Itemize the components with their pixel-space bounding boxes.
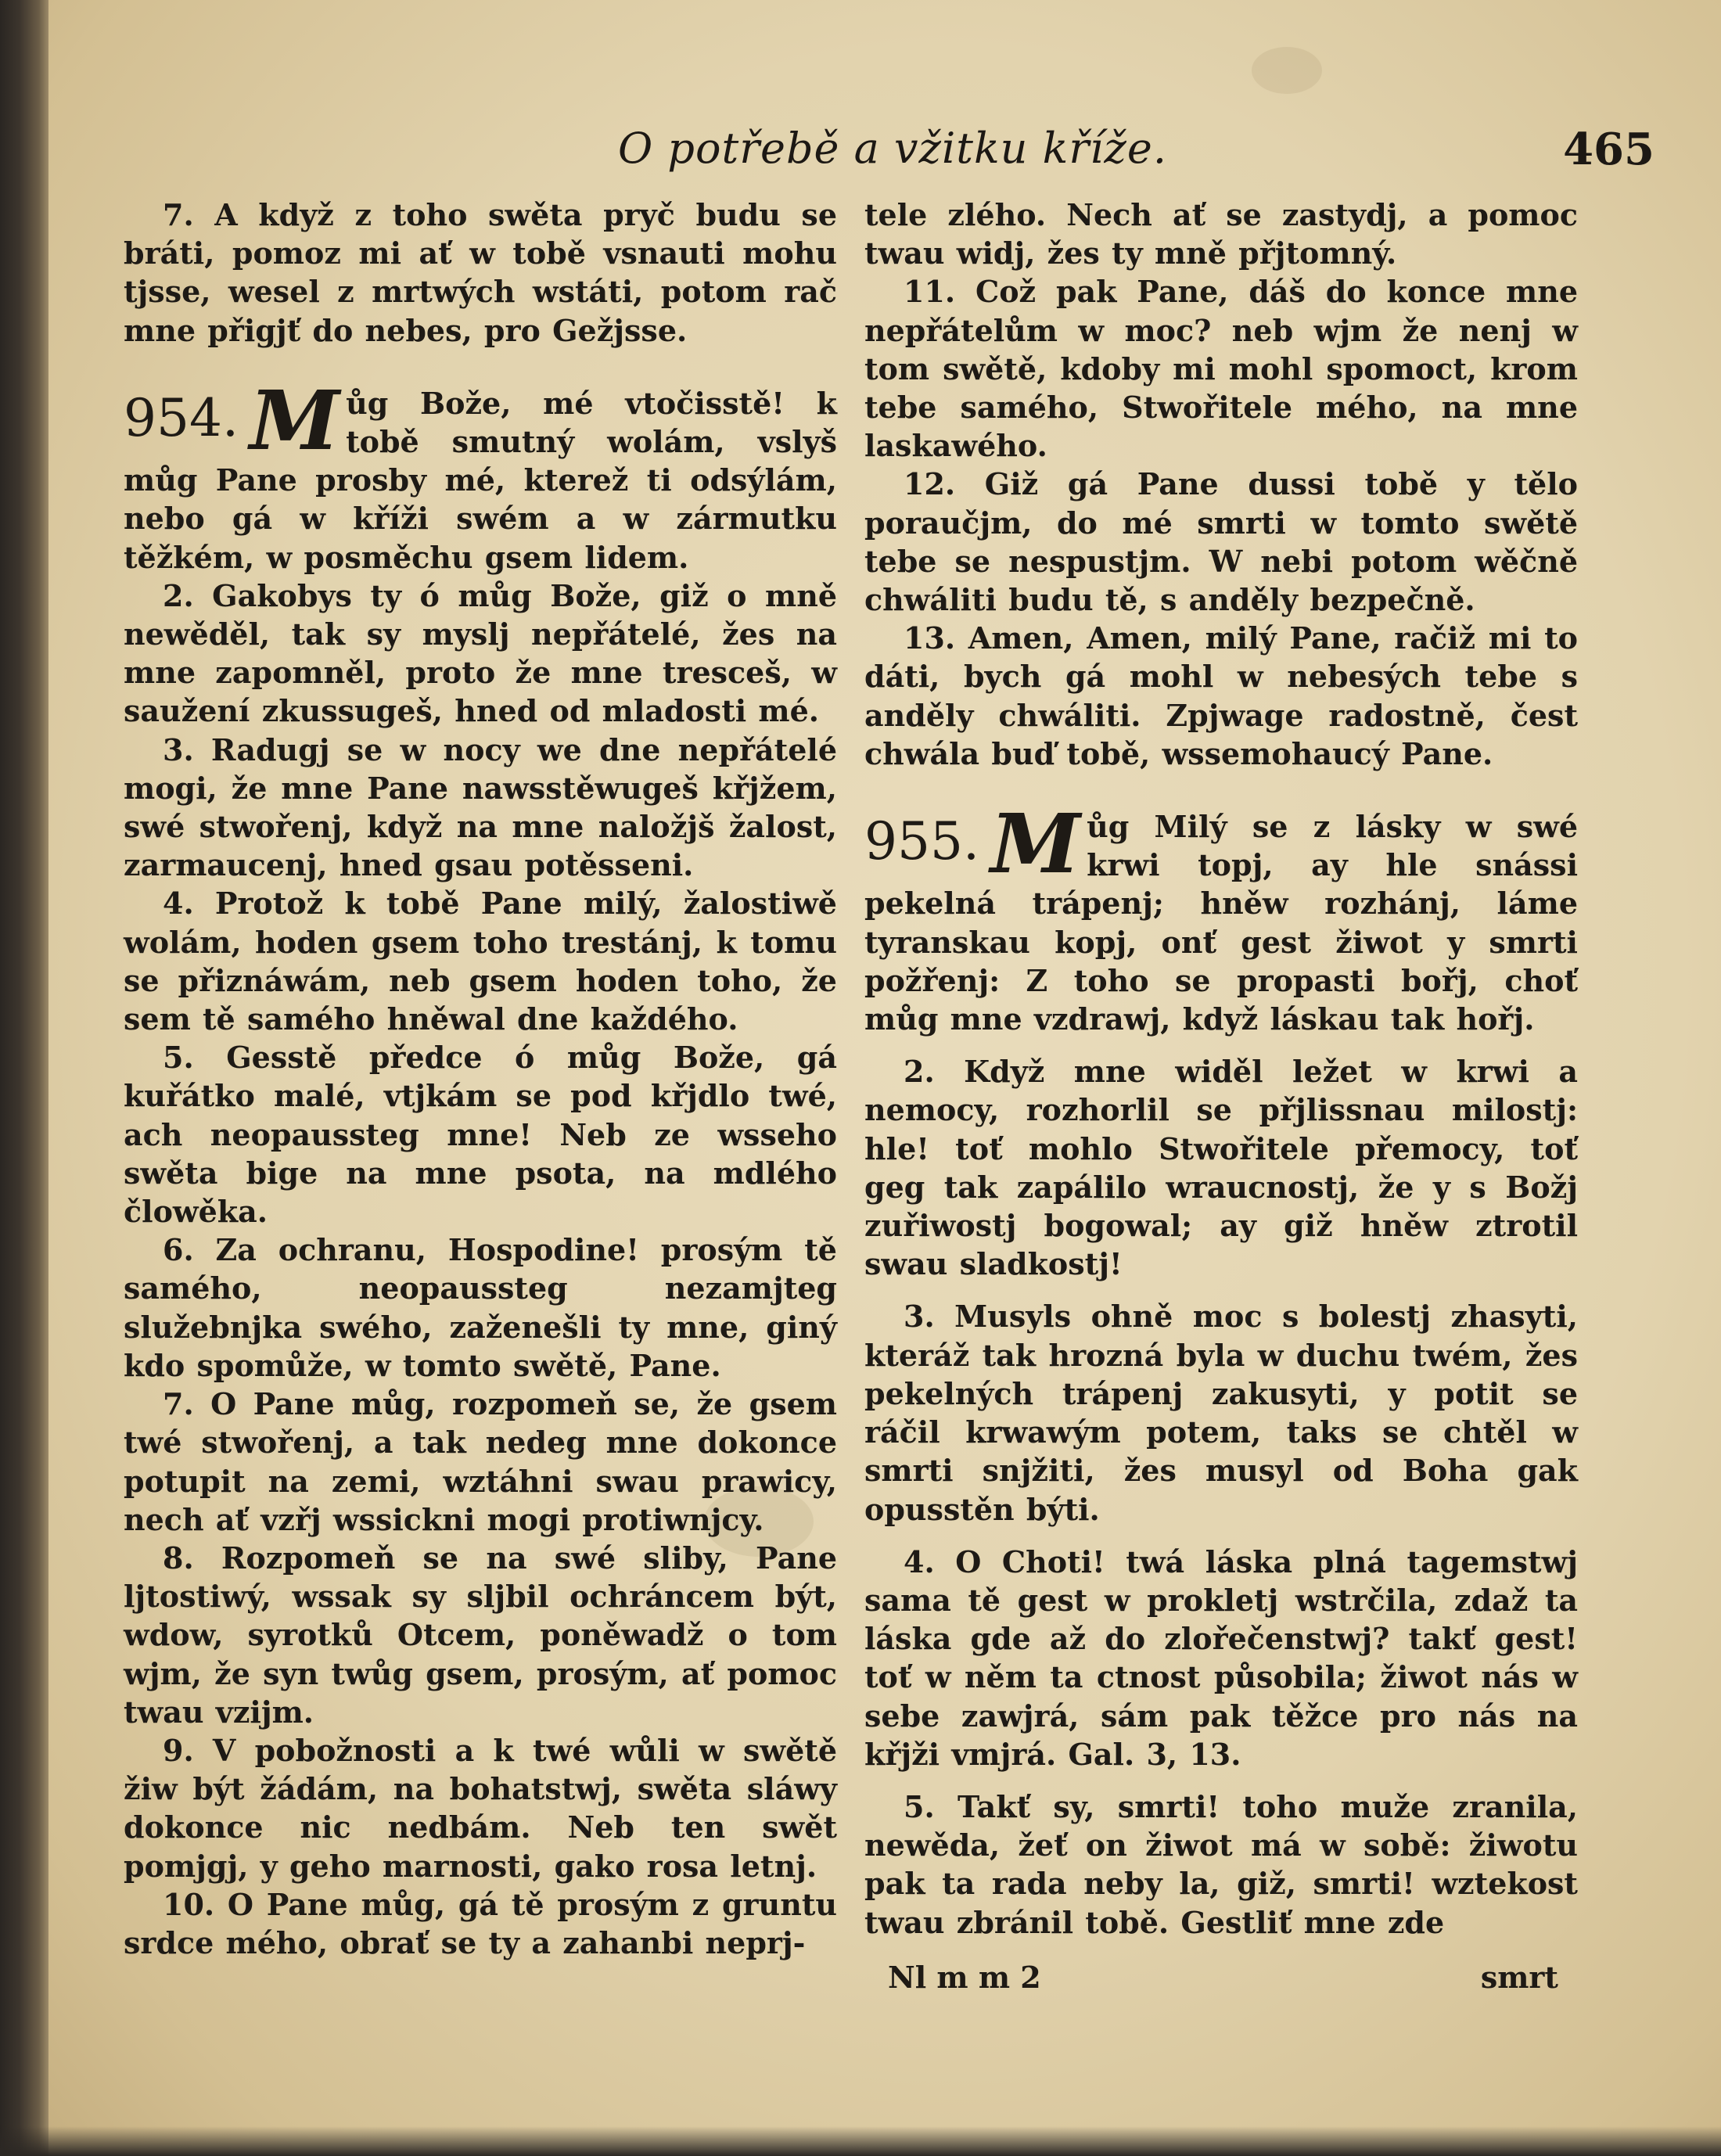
verse-paragraph: 4. O Choti! twá láska plná tagemstwj sama tě gest w prokletj wstrčila, zdaž ta láska gde až do zlořečenstwj? takť gest! toť w něm ta ctnost působila; žiwot nás w sebe zawjrá, sám pak těžce pro nás na křjži vmjrá. Gal. 3, 13.	[864, 1543, 1578, 1772]
hymn-955	[864, 796, 1578, 1038]
page-number: 465	[1563, 124, 1655, 175]
left-column	[124, 196, 837, 1962]
drop-cap: M	[990, 796, 1081, 893]
verse-paragraph: tele zlého. Nech ať se zastydj, a pomoc twau widj, žes ty mně přjtomný.	[864, 197, 1578, 271]
verse-paragraph: 2. Gakobys ty ó můg Bože, giž o mně newěděl, tak sy myslj nepřátelé, žes na mne zapomněl, proto že mne tresceš, w saužení zkussugeš, hned od mladosti mé.	[124, 577, 837, 729]
hymn-number: 955.	[864, 811, 979, 872]
hymn-number: 954.	[124, 387, 239, 448]
verse-paragraph: 7. O Pane můg, rozpomeň se, že gsem twé stwořenj, a tak nedeg mne dokonce potupit na zemi, wztáhni swau prawicy, nech ať vzřj wssickni mogi protiwnjcy.	[124, 1386, 837, 1537]
signature-mark: Nl m m 2	[888, 1960, 1041, 1995]
verse-paragraph: 7. A když z toho swěta pryč budu se bráti, pomoz mi ať w tobě vsnauti mohu tjsse, wesel z mrtwých wstáti, potom rač mne přigjť do nebes, pro Gežjsse.	[124, 197, 837, 348]
book-binding-edge	[0, 0, 49, 2156]
paper-stain	[1252, 47, 1322, 94]
verse-paragraph: ůg Bože, mé vtočisstě! k tobě smutný wolám, vslyš můg Pane prosby mé, kterež ti odsýlám, nebo gá w kříži swém a w zármutku těžkém, w posměchu gsem lidem.	[124, 385, 837, 575]
verse-paragraph: 5. Takť sy, smrti! toho muže zranila, newěda, žeť on žiwot má w sobě: žiwotu pak ta rada neby la, giž, smrti! wztekost twau zbránil tobě. Gestliť mne zde	[864, 1788, 1578, 1940]
verse-paragraph: 13. Amen, Amen, milý Pane, račiž mi to dáti, bych gá mohl w nebesých tebe s anděly chwáliti. Zpjwage radostně, čest chwála buď tobě, wssemohaucý Pane.	[864, 620, 1578, 771]
verse-paragraph: 6. Za ochranu, Hospodine! prosým tě samého, neopaussteg nezamjteg služebnjka swého, zaženešli ty mne, giný kdo spomůže, w tomto swětě, Pane.	[124, 1232, 837, 1383]
verse-paragraph: 3. Musyls ohně moc s bolestj zhasyti, kteráž tak hrozná byla w duchu twém, žes pekelných trápenj zakusyti, y potit se ráčil krwawým potem, taks se chtěl w smrti snjžiti, žes musyl od Boha gak opusstěn býti.	[864, 1299, 1578, 1527]
catchword: smrt	[1480, 1960, 1558, 1995]
verse-paragraph: ůg Milý se z lásky w swé krwi topj, ay hle snássi pekelná trápenj; hněw rozhánj, láme tyranskau kopj, onť gest žiwot y smrti požřenj: Z toho se propasti bořj, choť můg mne vzdrawj, když láskau tak hořj.	[864, 809, 1578, 1037]
verse-paragraph: 8. Rozpomeň se na swé sliby, Pane ljtostiwý, wssak sy sljbil ochráncem být, wdow, syrotků Otcem, poněwadž o tom wjm, že syn twůg gsem, prosým, ať pomoc twau vzijm.	[124, 1540, 837, 1730]
verse-paragraph: 12. Giž gá Pane dussi tobě y tělo poraučjm, do mé smrti w tomto swětě tebe se nespustjm. W nebi potom wěčně chwáliti budu tě, s anděly bezpečně.	[864, 466, 1578, 618]
verse-paragraph: 5. Gesstě předce ó můg Bože, gá kuřátko malé, vtjkám se pod křjdlo twé, ach neopaussteg mne! Neb ze wsseho swěta bige na mne psota, na mdlého člowěka.	[124, 1040, 837, 1230]
verse-paragraph: 10. O Pane můg, gá tě prosým z gruntu srdce mého, obrať se ty a zahanbi neprj-	[124, 1886, 837, 1960]
hymn-954	[124, 372, 837, 577]
verse-paragraph: 9. V pobožnosti a k twé wůli w swětě žiw být žádám, na bohatstwj, swěta sláwy dokonce nic nedbám. Neb ten swět pomjgj, y geho marnosti, gako rosa letnj.	[124, 1732, 837, 1884]
verse-paragraph: 2. Když mne widěl ležet w krwi a nemocy, rozhorlil se přjlissnau milostj: hle! toť mohlo Stwořitele přemocy, toť geg tak zapálilo wraucnostj, že y s Božj zuřiwostj bogowal; ay giž hněw ztrotil swau sladkostj!	[864, 1054, 1578, 1282]
verse-paragraph: 11. Což pak Pane, dáš do konce mne nepřátelům w moc? neb wjm že nenj w tom swětě, kdoby mi mohl spomoct, krom tebe samého, Stwořitele mého, na mne laskawého.	[864, 274, 1578, 464]
verse-paragraph: 3. Radugj se w nocy we dne nepřátelé mogi, že mne Pane nawsstěwugeš křjžem, swé stwořenj, když na mne naložjš žalost, zarmaucenj, hned gsau potěsseni.	[124, 731, 837, 883]
running-header: O potřebě a vžitku kříže.	[618, 124, 1168, 173]
right-column	[864, 196, 1578, 1942]
page-shadow-edge	[0, 2126, 1721, 2156]
drop-cap: M	[249, 372, 340, 469]
verse-paragraph: 4. Protož k tobě Pane milý, žalostiwě wolám, hoden gsem toho trestánj, k tomu se přiznáwám, neb gsem hoden toho, že sem tě samého hněwal dne každého.	[124, 886, 837, 1037]
